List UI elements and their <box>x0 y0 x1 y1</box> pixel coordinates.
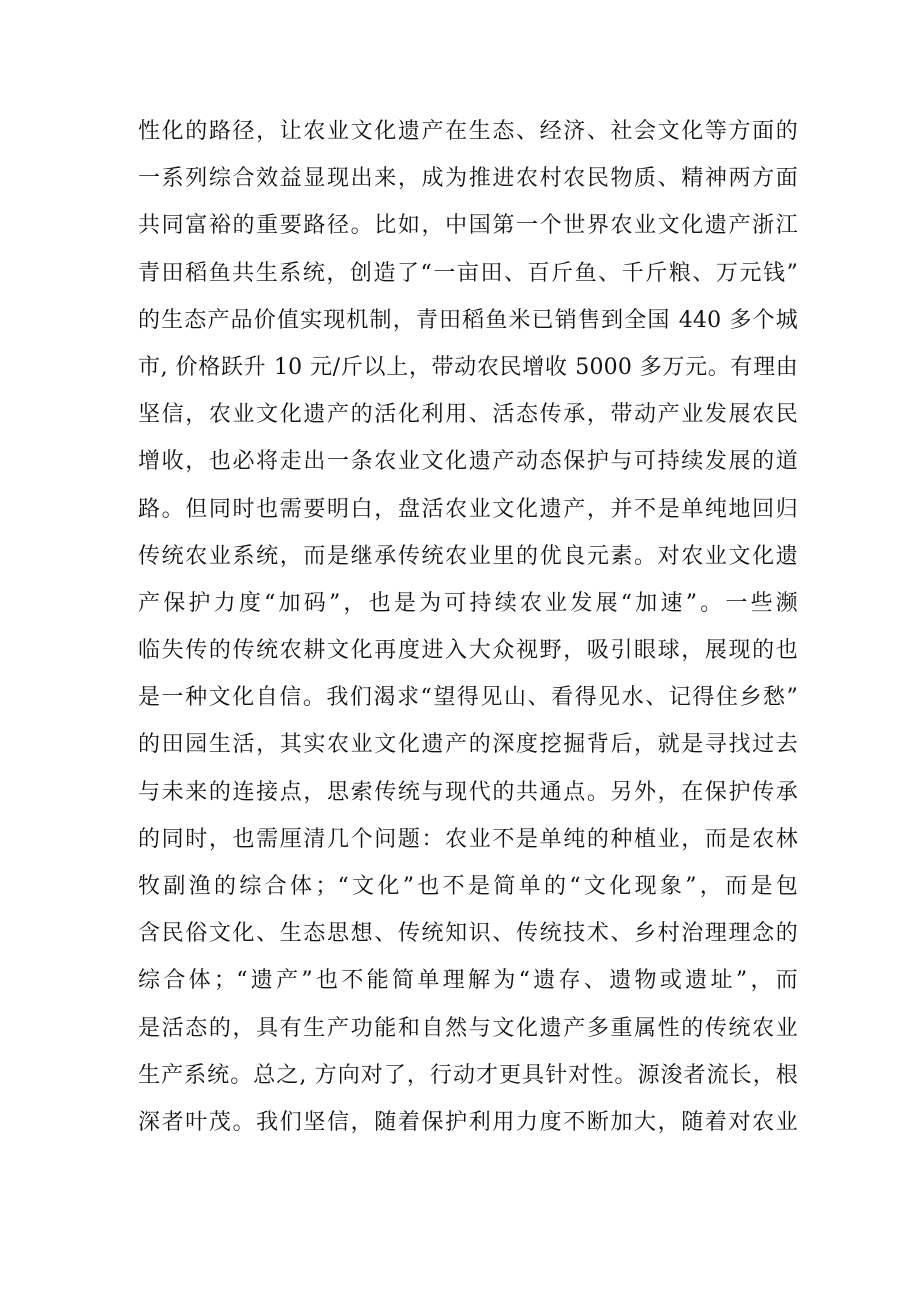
text-line: 的生态产品价值实现机制，青田稻鱼米已销售到全国 440 多个城 <box>138 307 798 333</box>
text-line: 一系列综合效益显现出来，成为推进农村农民物质、精神两方面 <box>138 166 798 192</box>
text-line: 深者叶茂。我们坚信，随着保护利用力度不断加大，随着对农业 <box>138 1109 798 1135</box>
text-line: 的田园生活，其实农业文化遗产的深度挖掘背后，就是寻找过去 <box>138 732 798 758</box>
text-line: 综合体；“遗产”也不能简单理解为“遗存、遗物或遗址”，而 <box>138 968 798 994</box>
text-line: 临失传的传统农耕文化再度进入大众视野，吸引眼球，展现的也 <box>138 638 798 664</box>
body-paragraph <box>138 108 798 1146</box>
text-line: 增收，也必将走出一条农业文化遗产动态保护与可持续发展的道 <box>138 449 798 475</box>
text-line: 牧副渔的综合体；“文化”也不是简单的“文化现象”，而是包 <box>138 874 798 899</box>
text-line: 是活态的，具有生产功能和自然与文化遗产多重属性的传统农业 <box>138 1015 798 1041</box>
text-line: 传统农业系统，而是继承传统农业里的优良元素。对农业文化遗 <box>138 543 798 569</box>
text-line: 产保护力度“加码”，也是为可持续农业发展“加速”。一些濒 <box>138 590 798 616</box>
text-line: 共同富裕的重要路径。比如，中国第一个世界农业文化遗产浙江 <box>138 213 798 239</box>
text-line: 路。但同时也需要明白，盘活农业文化遗产，并不是单纯地回归 <box>138 496 798 522</box>
text-line: 坚信，农业文化遗产的活化利用、活态传承，带动产业发展农民 <box>138 402 798 428</box>
text-line: 市, 价格跃升 10 元/斤以上，带动农民增收 5000 多万元。有理由 <box>138 354 798 380</box>
text-line: 与未来的连接点，思索传统与现代的共通点。另外，在保护传承 <box>138 779 798 805</box>
text-line: 生产系统。总之, 方向对了，行动才更具针对性。源浚者流长，根 <box>138 1062 798 1088</box>
text-line: 含民俗文化、生态思想、传统知识、传统技术、乡村治理理念的 <box>138 921 798 947</box>
text-line: 青田稻鱼共生系统，创造了“一亩田、百斤鱼、千斤粮、万元钱” <box>138 260 798 286</box>
text-line: 的同时，也需厘清几个问题：农业不是单纯的种植业，而是农林 <box>138 826 798 852</box>
text-line: 性化的路径，让农业文化遗产在生态、经济、社会文化等方面的 <box>138 119 798 144</box>
text-line: 是一种文化自信。我们渴求“望得见山、看得见水、记得住乡愁” <box>138 685 798 711</box>
